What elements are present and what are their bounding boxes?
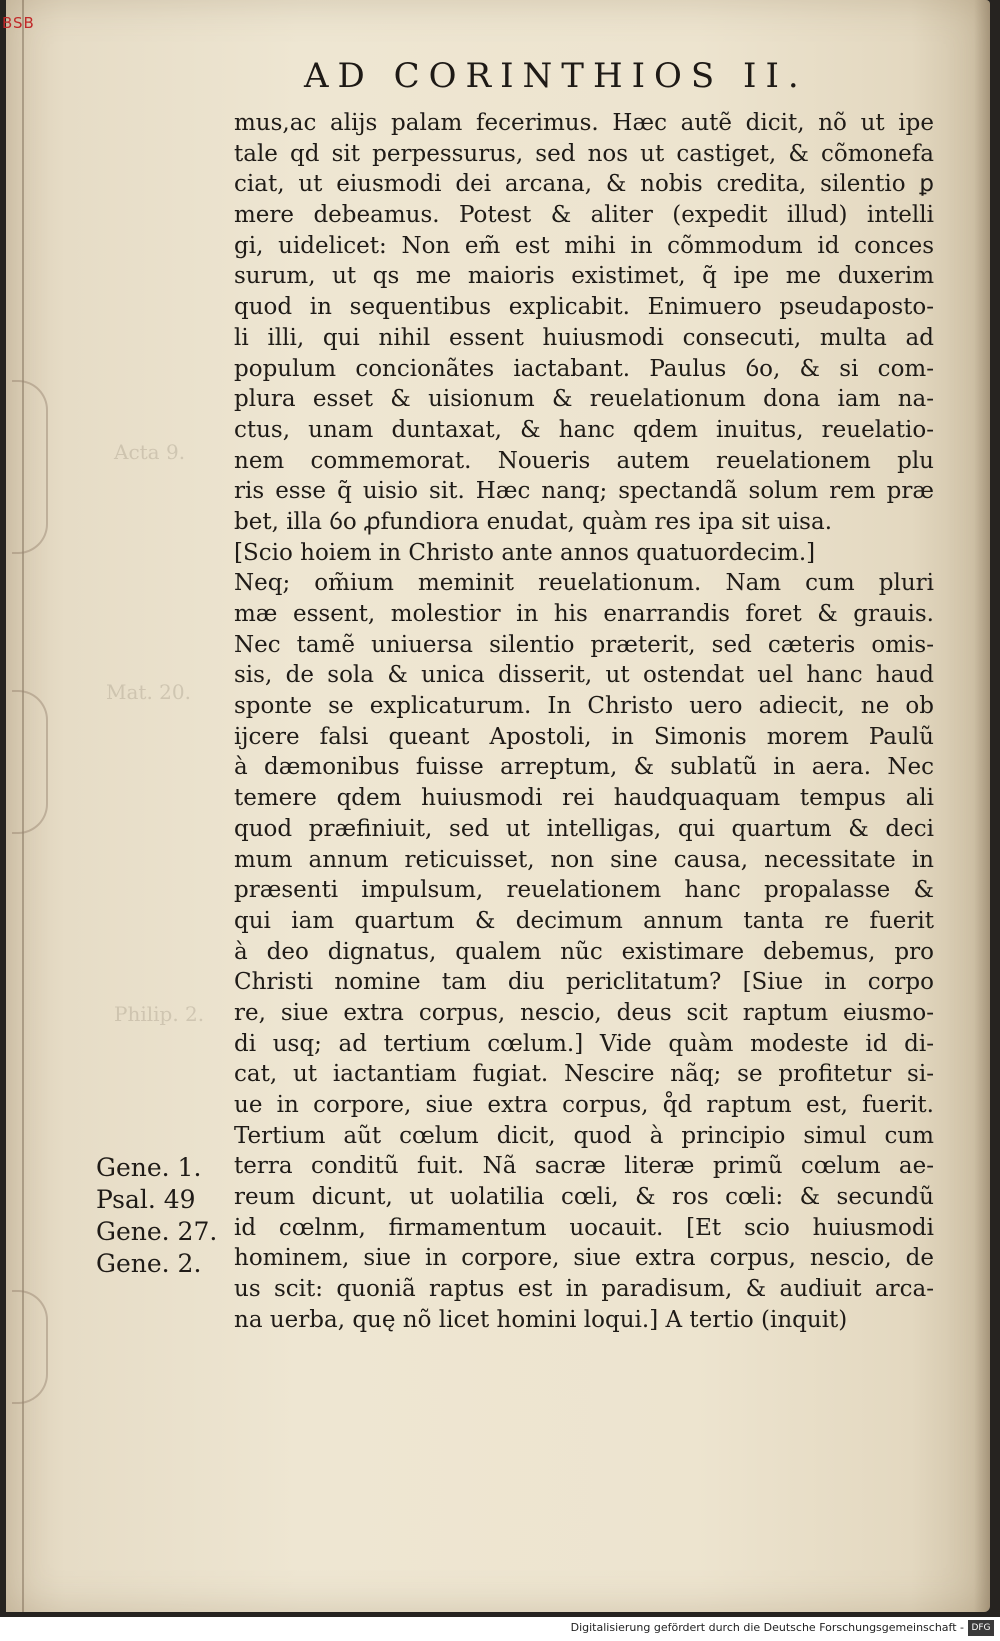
page-edge-shadow: [974, 0, 990, 1612]
text-line: re, siue extra corpus, nescio, deus scit raptum eiusmo-: [234, 999, 934, 1026]
text-line: ris esse q̃ uisio sit. Hæc nanq; spectandã solum rem præ: [234, 478, 934, 505]
text-line: id cœlnm, firmamentum uocauit. [Et scio huiusmodi: [234, 1214, 934, 1241]
text-line: Christi nomine tam diu periclitatum? [Siue in corpo: [234, 969, 934, 996]
text-line: ciat, ut eiusmodi dei arcana, & nobis credita, silentio ꝑ: [234, 171, 934, 198]
clip-mark-upper: [12, 380, 48, 554]
text-line: mere debeamus. Potest & aliter (expedit illud) intelli: [234, 202, 934, 229]
text-line: quod præfiniuit, sed ut intelligas, qui quartum & deci: [234, 815, 934, 842]
running-head: AD CORINTHIOS II.: [304, 56, 808, 96]
text-line: à dæmonibus fuisse arreptum, & sublatũ in aera. Nec: [234, 754, 934, 781]
text-line: cat, ut iactantiam fugiat. Nescire nãq; se profitetur si-: [234, 1061, 934, 1088]
text-line: nem commemorat. Noueris autem reuelationem plu: [234, 447, 934, 474]
footer-credit: Digitalisierung gefördert durch die Deutsche Forschungsgemeinschaft -: [570, 1621, 964, 1634]
footer-strip: [0, 1617, 1000, 1641]
text-line: sis, de sola & unica disserit, ut ostendat uel hanc haud: [234, 662, 934, 689]
text-line: temere qdem huiusmodi rei haudquaquam tempus ali: [234, 785, 934, 812]
text-line: Tertium aũt cœlum dicit, quod à principio simul cum: [234, 1122, 934, 1149]
text-line: mus,ac alijs palam fecerimus. Hæc autẽ dicit, nõ ut ipe: [234, 110, 934, 136]
margin-reference: Gene. 1.: [96, 1153, 202, 1182]
show-through-note: Mat. 20.: [106, 680, 191, 704]
text-line: bet, illa ỽo ꝓfundiora enudat, quàm res ipa sit uisa.: [234, 508, 833, 535]
text-line: plura esset & uisionum & reuelationum dona iam na-: [234, 386, 934, 413]
margin-reference: Gene. 2.: [96, 1249, 202, 1278]
text-line: sponte se explicaturum. In Christo uero adiecit, ne ob: [234, 693, 934, 720]
text-line: us scit: quoniã raptus est in paradisum, & audiuit arca-: [234, 1276, 934, 1303]
margin-reference: Psal. 49: [96, 1185, 196, 1214]
text-line: Neq; om̃ium meminit reuelationum. Nam cum pluri: [234, 570, 934, 597]
text-line: tale qd sit perpessurus, sed nos ut castiget, & cõmonefa: [234, 140, 934, 167]
library-stamp: BSB: [2, 14, 35, 32]
text-line: di usq; ad tertium cœlum.] Vide quàm modeste id di-: [234, 1030, 934, 1057]
body-text: [234, 108, 934, 1336]
book-page: [6, 0, 990, 1612]
text-line: à deo dignatus, qualem nũc existimare debemus, pro: [234, 938, 934, 965]
text-line: na uerba, quę nõ licet homini loqui.] A tertio (inquit): [234, 1306, 848, 1333]
text-line: terra conditũ fuit. Nã sacræ literæ primũ cœlum ae-: [234, 1153, 934, 1180]
dfg-logo: DFG: [968, 1620, 994, 1636]
text-line: li illi, qui nihil essent huiusmodi consecuti, multa ad: [234, 324, 934, 351]
clip-mark-lower: [12, 1290, 48, 1404]
text-line: reum dicunt, ut uolatilia cœli, & ros cœli: & secundũ: [234, 1184, 934, 1211]
text-line: populum concionãtes iactabant. Paulus ỽo, & si com-: [234, 355, 934, 382]
text-line: ctus, unam duntaxat, & hanc qdem inuitus, reuelatio-: [234, 416, 934, 443]
text-line: præsenti impulsum, reuelationem hanc propalasse &: [234, 877, 934, 904]
text-line: surum, ut qs me maioris existimet, q̃ ipe me duxerim: [234, 263, 934, 290]
text-line: quod in sequentibus explicabit. Enimuero pseudaposto-: [234, 294, 934, 321]
text-line: gi, uidelicet: Non em̃ est mihi in cõmmodum id conces: [234, 232, 934, 259]
text-line: qui iam quartum & decimum annum tanta re fuerit: [234, 907, 934, 934]
clip-mark-middle: [12, 690, 48, 834]
text-line: ijcere falsi queant Apostoli, in Simonis morem Paulũ: [234, 723, 934, 750]
show-through-note: Philip. 2.: [114, 1002, 205, 1026]
text-line: mum annum reticuisset, non sine causa, necessitate in: [234, 846, 934, 873]
text-line: ue in corpore, siue extra corpus, q̊d raptum est, fuerit.: [234, 1092, 934, 1118]
text-line: mæ essent, molestior in his enarrandis foret & grauis.: [234, 601, 934, 627]
margin-references: [96, 1152, 217, 1280]
show-through-note: Acta 9.: [114, 440, 186, 464]
text-line: Nec tamẽ uniuersa silentio præterit, sed cæteris omis-: [234, 631, 934, 658]
margin-reference: Gene. 27.: [96, 1217, 218, 1246]
text-line: [Scio hoiem in Christo ante annos quatuordecim.]: [234, 539, 816, 566]
text-line: hominem, siue in corpore, siue extra corpus, nescio, de: [234, 1245, 934, 1272]
